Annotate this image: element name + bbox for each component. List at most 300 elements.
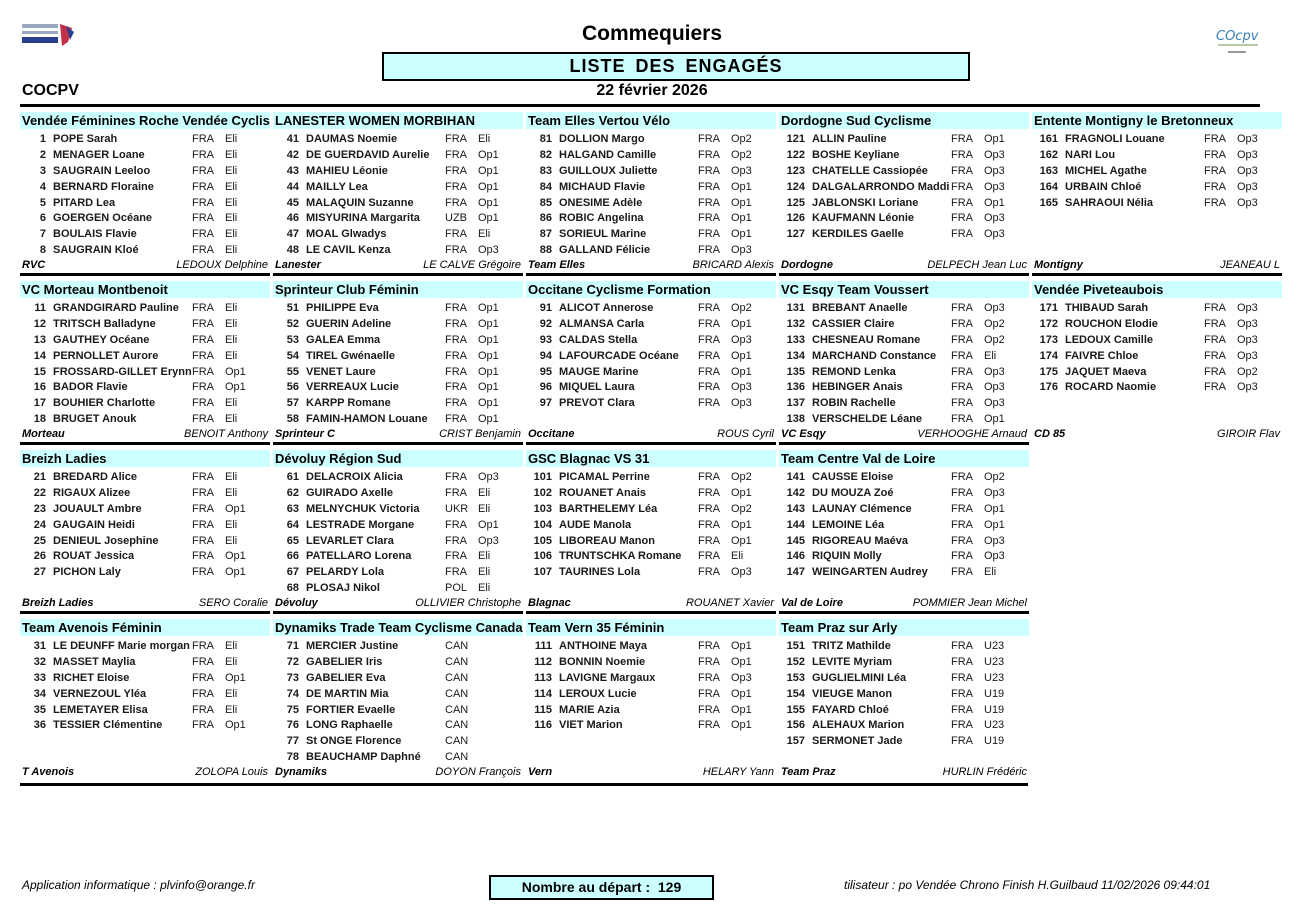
team-name: Dordogne Sud Cyclisme — [779, 112, 1029, 129]
category: Eli — [225, 317, 238, 330]
rider-name: VERNEZOUL Yléa — [53, 687, 147, 700]
rider-name: DALGALARRONDO Maddi — [812, 180, 950, 193]
team-block — [273, 445, 523, 614]
rider-row — [273, 211, 523, 227]
rider-name: GRANDGIRARD Pauline — [53, 302, 179, 314]
nationality: CAN — [445, 703, 469, 716]
rider-name: MOAL Glwadys — [306, 228, 387, 241]
nationality: FRA — [951, 196, 973, 209]
nationality: FRA — [698, 534, 720, 547]
rider-row — [273, 470, 523, 486]
rider-row — [526, 211, 776, 227]
bib-number: 93 — [539, 333, 552, 346]
rider-name: MAUGE Marine — [559, 365, 639, 378]
starters-value: 129 — [657, 879, 682, 895]
category: Eli — [225, 212, 238, 225]
rider-row — [20, 365, 270, 381]
nationality: FRA — [698, 317, 720, 330]
rider-name: JOUAULT Ambre — [53, 502, 142, 515]
rider-row — [20, 412, 270, 428]
category: Op1 — [984, 518, 1005, 531]
nationality: FRA — [445, 180, 467, 193]
rider-row — [273, 671, 523, 687]
nationality: FRA — [698, 180, 720, 193]
rider-name: ROUCHON Elodie — [1065, 317, 1158, 330]
category: Eli — [984, 566, 997, 579]
rider-name: BREDARD Alice — [53, 471, 137, 483]
category: Eli — [225, 471, 238, 483]
rider-name: St ONGE Florence — [306, 735, 402, 748]
rider-name: PERNOLLET Aurore — [53, 349, 159, 362]
nationality: FRA — [1204, 196, 1226, 209]
bib-number: 64 — [286, 518, 299, 531]
rider-row — [1032, 365, 1282, 381]
rider-name: PHILIPPE Eva — [306, 302, 379, 314]
rider-row — [779, 534, 1029, 550]
category: Eli — [225, 333, 238, 346]
category: U23 — [984, 671, 1005, 684]
team-block — [526, 614, 776, 783]
nationality: FRA — [192, 381, 214, 394]
rider-name: VERREAUX Lucie — [306, 381, 399, 394]
category: Op1 — [984, 133, 1005, 145]
category: Op3 — [984, 148, 1005, 161]
rider-row — [779, 365, 1029, 381]
team-name: Breizh Ladies — [20, 450, 270, 467]
team-short-name: Morteau — [22, 428, 65, 440]
rider-row — [779, 470, 1029, 486]
rider-row — [779, 639, 1029, 655]
rider-row — [1032, 196, 1282, 212]
rider-name: JABLONSKI Loriane — [812, 196, 919, 209]
rider-row — [526, 687, 776, 703]
category: Op2 — [1237, 365, 1258, 378]
team-name: Team Elles Vertou Vélo — [526, 112, 776, 129]
rider-name: ROBIN Rachelle — [812, 397, 896, 410]
nationality: FRA — [951, 471, 973, 483]
team-block — [526, 445, 776, 614]
rider-row — [20, 703, 270, 719]
rider-name: TIREL Gwénaelle — [306, 349, 396, 362]
nationality: FRA — [445, 164, 467, 177]
bib-number: 141 — [786, 471, 805, 483]
bib-number: 24 — [33, 518, 46, 531]
rider-row — [273, 750, 523, 766]
category: U19 — [984, 703, 1005, 716]
bib-number: 122 — [786, 148, 805, 161]
nationality: FRA — [698, 719, 720, 732]
category: Op3 — [984, 302, 1005, 314]
rider-row — [779, 211, 1029, 227]
rider-row — [526, 243, 776, 259]
team-short-name: CD 85 — [1034, 428, 1066, 440]
category: Op3 — [731, 671, 752, 684]
rider-row — [779, 132, 1029, 148]
rider-row — [779, 333, 1029, 349]
rider-row — [20, 333, 270, 349]
rider-name: SAUGRAIN Leeloo — [53, 164, 151, 177]
rider-row — [526, 470, 776, 486]
bib-number: 88 — [539, 244, 552, 257]
bib-number: 147 — [786, 566, 805, 579]
nationality: FRA — [445, 365, 467, 378]
team-block — [526, 276, 776, 445]
rider-name: LAVIGNE Margaux — [559, 671, 656, 684]
category: Op3 — [478, 244, 499, 257]
category: Op1 — [731, 349, 752, 362]
category: Eli — [225, 228, 238, 241]
team-short-name: Team Elles — [528, 259, 586, 271]
bib-number: 44 — [286, 180, 299, 193]
bib-number: 5 — [39, 196, 46, 209]
team-short-name: Blagnac — [528, 597, 571, 609]
rider-row — [273, 518, 523, 534]
category: Eli — [478, 228, 491, 241]
nationality: FRA — [445, 349, 467, 362]
bib-number: 6 — [39, 212, 46, 225]
rider-name: PLOSAJ Nikol — [306, 582, 380, 595]
rider-row — [273, 380, 523, 396]
category: Op1 — [478, 381, 499, 394]
nationality: FRA — [698, 486, 720, 499]
nationality: FRA — [951, 502, 973, 515]
rider-name: BADOR Flavie — [53, 381, 128, 394]
nationality: FRA — [192, 148, 214, 161]
category: Op3 — [1237, 164, 1258, 177]
rider-name: ROUANET Anais — [559, 486, 646, 499]
bib-number: 143 — [786, 502, 805, 515]
nationality: FRA — [698, 566, 720, 579]
nationality: FRA — [698, 333, 720, 346]
bib-number: 112 — [534, 655, 552, 668]
category: Op2 — [984, 471, 1005, 483]
rider-name: ROUAT Jessica — [53, 550, 135, 563]
nationality: FRA — [951, 212, 973, 225]
bib-number: 77 — [286, 735, 299, 748]
category: U19 — [984, 735, 1005, 748]
team-block — [273, 107, 523, 276]
bib-number: 157 — [786, 735, 805, 748]
rider-name: ALMANSA Carla — [559, 317, 645, 330]
bib-number: 48 — [286, 244, 299, 257]
bib-number: 15 — [33, 365, 46, 378]
rider-row — [273, 412, 523, 428]
team-manager: DOYON François — [435, 766, 521, 778]
team-name: Vendée Féminines Roche Vendée Cyclis — [22, 113, 270, 128]
rider-name: GAUGAIN Heidi — [53, 518, 135, 531]
rider-name: MELNYCHUK Victoria — [306, 502, 420, 515]
rider-name: DENIEUL Josephine — [53, 534, 159, 547]
nationality: FRA — [192, 349, 214, 362]
bib-number: 174 — [1039, 349, 1058, 362]
team-manager: GIROIR Flav — [1217, 428, 1280, 440]
nationality: FRA — [951, 518, 973, 531]
rider-name: BARTHELEMY Léa — [559, 502, 658, 515]
nationality: FRA — [445, 302, 467, 314]
rider-row — [1032, 380, 1282, 396]
team-short-name: T Avenois — [22, 766, 75, 778]
bib-number: 14 — [33, 349, 46, 362]
nationality: FRA — [1204, 365, 1226, 378]
team-block — [273, 614, 523, 783]
nationality: FRA — [951, 566, 973, 579]
rider-row — [273, 164, 523, 180]
bib-number: 105 — [533, 534, 552, 547]
nationality: FRA — [192, 486, 214, 499]
category: Op3 — [1237, 333, 1258, 346]
bib-number: 97 — [539, 397, 552, 410]
rider-row — [526, 565, 776, 581]
nationality: FRA — [951, 655, 973, 668]
rider-name: KERDILES Gaelle — [812, 228, 904, 241]
bib-number: 35 — [33, 703, 46, 716]
rider-name: NARI Lou — [1065, 148, 1116, 161]
rider-row — [20, 196, 270, 212]
rider-row — [1032, 180, 1282, 196]
rider-name: TESSIER Clémentine — [53, 719, 163, 732]
bib-number: 162 — [1039, 148, 1058, 161]
bib-number: 43 — [286, 164, 299, 177]
nationality: FRA — [698, 302, 720, 314]
rider-row — [526, 301, 776, 317]
list-title: LISTE DES ENGAGÉS — [382, 52, 970, 81]
rider-row — [779, 687, 1029, 703]
category: Op2 — [731, 471, 752, 483]
category: Eli — [478, 582, 491, 595]
rider-row — [779, 486, 1029, 502]
category: Op1 — [731, 534, 752, 547]
rider-row — [526, 164, 776, 180]
rider-row — [779, 655, 1029, 671]
nationality: FRA — [698, 640, 720, 652]
rider-row — [273, 534, 523, 550]
rider-name: RIGOREAU Maéva — [812, 534, 908, 547]
teams-grid — [20, 107, 1280, 787]
rider-name: FAIVRE Chloe — [1065, 349, 1139, 362]
nationality: FRA — [951, 133, 973, 145]
bib-number: 66 — [286, 550, 299, 563]
rider-name: URBAIN Chloé — [1065, 180, 1142, 193]
bib-number: 26 — [33, 550, 46, 563]
rider-row — [779, 549, 1029, 565]
rider-row — [779, 301, 1029, 317]
nationality: FRA — [445, 381, 467, 394]
rider-row — [526, 671, 776, 687]
category: Eli — [225, 244, 238, 257]
rider-name: AUDE Manola — [559, 518, 632, 531]
nationality: FRA — [951, 302, 973, 314]
nationality: CAN — [445, 671, 469, 684]
rider-row — [779, 164, 1029, 180]
rider-name: PELARDY Lola — [306, 566, 385, 579]
rider-name: LAFOURCADE Océane — [559, 349, 679, 362]
bib-number: 123 — [786, 164, 805, 177]
nationality: FRA — [951, 640, 973, 652]
nationality: FRA — [951, 228, 973, 241]
team-short-name: Sprinteur C — [275, 428, 335, 440]
rider-row — [20, 349, 270, 365]
nationality: CAN — [445, 735, 469, 748]
nationality: FRA — [698, 502, 720, 515]
bib-number: 22 — [33, 486, 46, 499]
category: Op1 — [478, 349, 499, 362]
bib-number: 53 — [286, 333, 299, 346]
bib-number: 131 — [786, 302, 805, 314]
rider-row — [273, 227, 523, 243]
nationality: FRA — [192, 302, 214, 314]
bib-number: 101 — [533, 471, 552, 483]
rider-row — [20, 164, 270, 180]
nationality: FRA — [1204, 164, 1226, 177]
rider-row — [779, 734, 1029, 750]
rider-name: SERMONET Jade — [812, 735, 903, 748]
team-name: Dévoluy Région Sud — [273, 450, 523, 467]
rider-name: MENAGER Loane — [53, 148, 145, 161]
rider-name: HEBINGER Anais — [812, 381, 903, 394]
category: Eli — [225, 164, 238, 177]
rider-row — [20, 718, 270, 734]
rider-name: DELACROIX Alicia — [306, 471, 403, 483]
nationality: CAN — [445, 719, 469, 732]
rider-row — [273, 180, 523, 196]
team-manager: CRIST Benjamin — [439, 428, 521, 440]
category: Eli — [225, 640, 238, 652]
nationality: FRA — [951, 687, 973, 700]
rider-row — [20, 227, 270, 243]
bib-number: 104 — [533, 518, 552, 531]
category: Op1 — [731, 196, 752, 209]
team-manager: HURLIN Frédéric — [942, 766, 1027, 778]
team-block — [20, 614, 270, 783]
category: Eli — [225, 302, 238, 314]
team-manager: ROUS Cyril — [717, 428, 774, 440]
rider-name: GALLAND Félicie — [559, 244, 651, 257]
bib-number: 125 — [786, 196, 805, 209]
category: Eli — [478, 502, 491, 515]
team-name: LANESTER WOMEN MORBIHAN — [273, 112, 523, 129]
nationality: FRA — [698, 133, 720, 145]
rider-name: REMOND Lenka — [812, 365, 896, 378]
rider-name: ANTHOINE Maya — [559, 640, 648, 652]
category: Op1 — [225, 550, 246, 563]
rider-row — [779, 196, 1029, 212]
rider-name: RIQUIN Molly — [812, 550, 882, 563]
nationality: FRA — [1204, 302, 1226, 314]
rider-row — [273, 655, 523, 671]
category: Op1 — [478, 302, 499, 314]
rider-name: CASSIER Claire — [812, 317, 895, 330]
category: Op3 — [1237, 148, 1258, 161]
rider-row — [1032, 349, 1282, 365]
nationality: FRA — [951, 180, 973, 193]
bib-number: 94 — [539, 349, 552, 362]
team-name: Entente Montigny le Bretonneux — [1032, 112, 1282, 129]
rider-row — [526, 349, 776, 365]
bib-number: 134 — [786, 349, 805, 362]
rider-name: BEAUCHAMP Daphné — [306, 751, 421, 764]
category: Op3 — [731, 164, 752, 177]
nationality: FRA — [698, 365, 720, 378]
rider-row — [779, 502, 1029, 518]
bib-number: 8 — [39, 244, 46, 257]
team-manager: BENOIT Anthony — [184, 428, 268, 440]
category: Op1 — [731, 317, 752, 330]
app-credit: Application informatique : plvinfo@orange.fr — [22, 878, 255, 892]
bib-number: 154 — [786, 687, 805, 700]
rider-row — [20, 486, 270, 502]
nationality: FRA — [192, 164, 214, 177]
team-block — [1032, 107, 1282, 276]
bib-number: 133 — [786, 333, 805, 346]
category: Op1 — [225, 719, 246, 732]
team-short-name: Dévoluy — [275, 597, 318, 609]
rider-row — [273, 148, 523, 164]
starters-count — [489, 875, 714, 900]
nationality: FRA — [192, 397, 214, 410]
team-block — [779, 445, 1029, 614]
category: Op1 — [731, 180, 752, 193]
category: Eli — [478, 133, 491, 145]
rider-name: RICHET Eloise — [53, 671, 130, 684]
nationality: FRA — [951, 365, 973, 378]
category: Eli — [478, 566, 491, 579]
category: Op1 — [731, 212, 752, 225]
rider-name: ROCARD Naomie — [1065, 381, 1157, 394]
rider-name: HALGAND Camille — [559, 148, 657, 161]
rider-name: SAUGRAIN Kloé — [53, 244, 139, 257]
rider-row — [20, 317, 270, 333]
nationality: FRA — [192, 518, 214, 531]
nationality: FRA — [192, 133, 214, 145]
rider-name: BREBANT Anaelle — [812, 302, 908, 314]
rider-row — [526, 518, 776, 534]
category: Op3 — [984, 212, 1005, 225]
team-block — [779, 276, 1029, 445]
rider-name: ALEHAUX Marion — [812, 719, 905, 732]
bib-number: 136 — [786, 381, 805, 394]
rider-name: MAHIEU Léonie — [306, 164, 388, 177]
starters-label: Nombre au départ : — [521, 879, 651, 895]
bib-number: 145 — [786, 534, 805, 547]
rider-row — [779, 671, 1029, 687]
rider-name: LEROUX Lucie — [559, 687, 637, 700]
nationality: FRA — [1204, 148, 1226, 161]
rider-row — [20, 396, 270, 412]
rider-name: LAUNAY Clémence — [812, 502, 912, 515]
rider-name: ONESIME Adèle — [559, 196, 643, 209]
organizer: COCPV — [22, 82, 79, 99]
bib-number: 61 — [286, 471, 299, 483]
rider-name: BOULAIS Flavie — [53, 228, 137, 241]
nationality: CAN — [445, 655, 469, 668]
rider-row — [20, 211, 270, 227]
team-manager: BRICARD Alexis — [692, 259, 774, 271]
rider-name: DAUMAS Noemie — [306, 133, 398, 145]
bib-number: 95 — [539, 365, 552, 378]
bib-number: 83 — [539, 164, 552, 177]
rider-name: MAILLY Lea — [306, 180, 368, 193]
svg-text:COcpv: COcpv — [1216, 29, 1259, 44]
rider-row — [779, 317, 1029, 333]
bib-number: 84 — [539, 180, 552, 193]
rider-name: ALLIN Pauline — [812, 133, 887, 145]
nationality: FRA — [445, 534, 467, 547]
rider-row — [779, 349, 1029, 365]
bib-number: 55 — [286, 365, 299, 378]
rider-name: DOLLION Margo — [559, 133, 645, 145]
nationality: FRA — [192, 640, 214, 652]
bib-number: 82 — [539, 148, 552, 161]
